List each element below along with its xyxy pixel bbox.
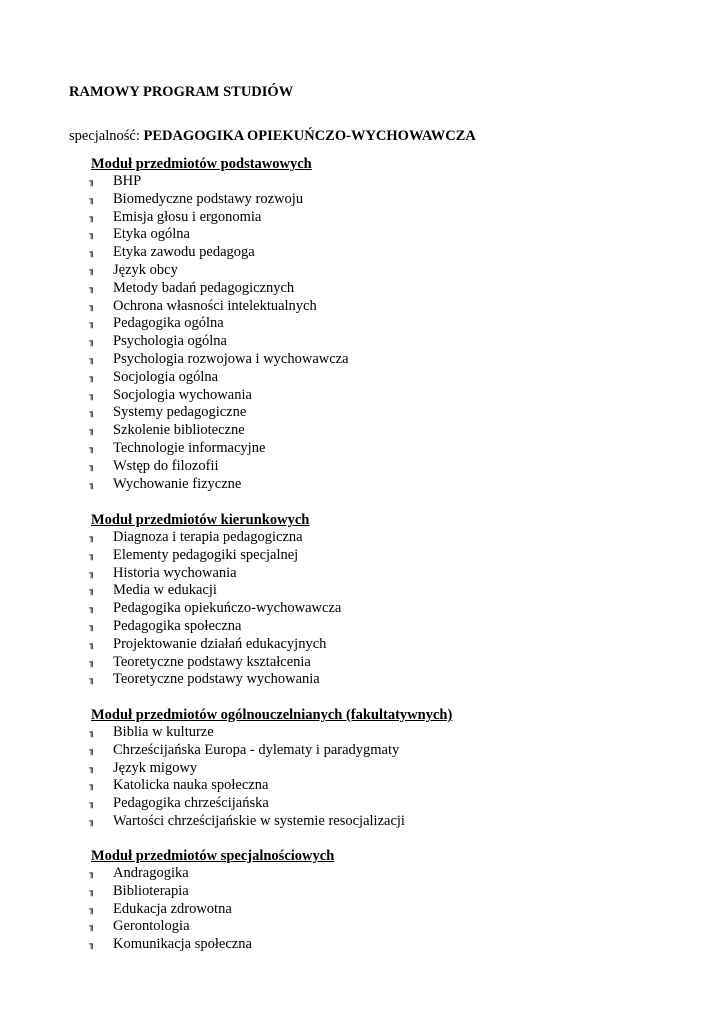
module-specialty-subjects [91,847,334,954]
bullet-icon: ╖ [89,230,95,241]
subject-label: Technologie informacyjne [113,439,266,456]
bullet-icon: ╖ [89,408,95,419]
subject-label: Psychologia rozwojowa i wychowawcza [113,350,349,367]
bullet-icon: ╖ [89,568,95,579]
module-general-university-subjects [91,706,452,831]
bullet-icon: ╖ [89,194,95,205]
list-item [89,671,320,689]
subject-label: BHP [113,173,142,189]
subject-label: Systemy pedagogiczne [113,404,247,421]
bullet-icon: ╖ [89,426,95,437]
subject-label: Etyka zawodu pedagoga [113,244,255,261]
list-item [91,918,334,936]
bullet-icon: ╖ [89,816,95,827]
bullet-icon: ╖ [89,869,95,879]
list-item [91,618,309,636]
list-item [91,280,312,298]
bullet-icon: ╖ [89,372,95,383]
subject-label: Wartości chrześcijańskie w systemie resocjalizacji [113,812,405,829]
bullet-icon: ╖ [89,621,95,632]
subject-list [91,724,452,831]
list-item [91,795,452,813]
bullet-icon: ╖ [89,886,95,897]
list-item [91,865,334,883]
list-item [91,173,312,191]
subject-label: Wychowanie fizyczne [113,475,242,492]
list-item [91,777,452,795]
bullet-icon: ╖ [89,745,95,756]
bullet-icon: ╖ [89,354,95,365]
bullet-icon: ╖ [89,461,95,472]
subject-label: Katolicka nauka społeczna [113,777,269,794]
subject-label: Andragogika [113,865,189,881]
subject-label: Projektowanie działań edukacyjnych [113,635,327,652]
bullet-icon: ╖ [89,479,95,490]
subject-label: Emisja głosu i ergonomia [113,208,262,225]
list-item [91,813,452,831]
list-item [91,936,334,954]
subject-label: Pedagogika ogólna [113,315,224,332]
subject-label: Biblia w kulturze [113,724,214,740]
list-item [91,476,312,494]
subject-label: Gerontologia [113,918,190,935]
subject-label: Chrześcijańska Europa - dylematy i paradygmaty [113,741,400,758]
list-item [91,760,452,778]
subject-label: Komunikacja społeczna [113,936,252,953]
subject-label: Socjologia wychowania [113,386,252,403]
bullet-icon: ╖ [89,550,95,561]
list-item [91,742,452,760]
list-item [91,387,312,405]
subject-list [89,173,349,493]
bullet-icon: ╖ [89,586,95,597]
bullet-icon: ╖ [89,319,95,330]
list-item [91,654,309,672]
list-item [91,901,334,919]
bullet-icon: ╖ [89,940,95,951]
bullet-icon: ╖ [89,904,95,915]
subject-label: Socjologia ogólna [113,368,219,385]
list-item [91,315,312,333]
subject-label: Język obcy [113,261,178,278]
subject-label: Media w edukacji [113,582,217,599]
document-title: RAMOWY PROGRAM STUDIÓW [69,84,294,100]
subject-label: Teoretyczne podstawy kształcenia [113,653,311,670]
subject-label: Język migowy [113,759,198,776]
list-item [91,262,312,280]
subject-label: Pedagogika chrześcijańska [113,795,269,812]
list-item [91,458,312,476]
bullet-icon: ╖ [89,922,95,933]
list-item [91,333,312,351]
list-item [91,422,312,440]
specialty-value: PEDAGOGIKA OPIEKUŃCZO-WYCHOWAWCZA [143,128,476,144]
module-basic-subjects [89,155,349,493]
subject-label: Pedagogika opiekuńczo-wychowawcza [113,600,342,617]
bullet-icon: ╖ [89,177,95,187]
bullet-icon: ╖ [89,675,95,686]
specialty-line [69,127,476,145]
bullet-icon: ╖ [89,443,95,454]
module-directional-subjects [89,511,342,689]
module-title: Moduł przedmiotów ogólnouczelnianych (fakultatywnych) [91,707,453,723]
module-title: Moduł przedmiotów specjalnościowych [91,848,335,864]
bullet-icon: ╖ [89,265,95,276]
module-title: Moduł przedmiotów kierunkowych [91,512,310,528]
list-item [89,297,317,316]
subject-label: Ochrona własności intelektualnych [113,297,317,314]
subject-label: Pedagogika społeczna [113,617,242,634]
subject-label: Psychologia ogólna [113,333,227,350]
bullet-icon: ╖ [89,639,95,650]
subject-label: Biomedyczne podstawy rozwoju [113,190,304,207]
subject-label: Etyka ogólna [113,226,190,243]
subject-label: Biblioterapia [113,882,189,899]
bullet-icon: ╖ [89,248,95,259]
subject-label: Szkolenie biblioteczne [113,422,245,439]
bullet-icon: ╖ [89,533,95,543]
list-item [91,547,309,565]
bullet-icon: ╖ [89,781,95,792]
bullet-icon: ╖ [89,799,95,810]
subject-label: Elementy pedagogiki specjalnej [113,546,299,563]
bullet-icon: ╖ [89,657,95,668]
list-item [91,565,309,583]
list-item [89,600,342,618]
subject-label: Metody badań pedagogicznych [113,279,295,296]
list-item [91,244,312,262]
list-item [91,883,334,901]
bullet-icon: ╖ [89,301,95,312]
list-item [91,724,452,742]
list-item [91,226,312,244]
bullet-icon: ╖ [89,728,95,738]
bullet-icon: ╖ [89,763,95,774]
list-item [91,191,312,209]
bullet-icon: ╖ [89,390,95,401]
bullet-icon: ╖ [89,337,95,348]
list-item [91,582,309,600]
list-item [89,635,327,654]
subject-label: Diagnoza i terapia pedagogiczna [113,529,303,545]
list-item [91,440,312,458]
bullet-icon: ╖ [89,604,95,615]
list-item [91,404,312,422]
bullet-icon: ╖ [89,212,95,223]
list-item [91,209,312,227]
specialty-label: specjalność: [69,128,140,144]
list-item [91,529,309,547]
subject-label: Wstęp do filozofii [113,457,219,474]
subject-label: Teoretyczne podstawy wychowania [113,671,320,688]
module-title: Moduł przedmiotów podstawowych [91,156,312,172]
subject-list [91,865,334,954]
subject-label: Edukacja zdrowotna [113,900,232,917]
bullet-icon: ╖ [89,283,95,294]
list-item [89,350,349,369]
subject-label: Historia wychowania [113,564,237,581]
subject-list [89,529,342,689]
list-item [91,369,312,387]
